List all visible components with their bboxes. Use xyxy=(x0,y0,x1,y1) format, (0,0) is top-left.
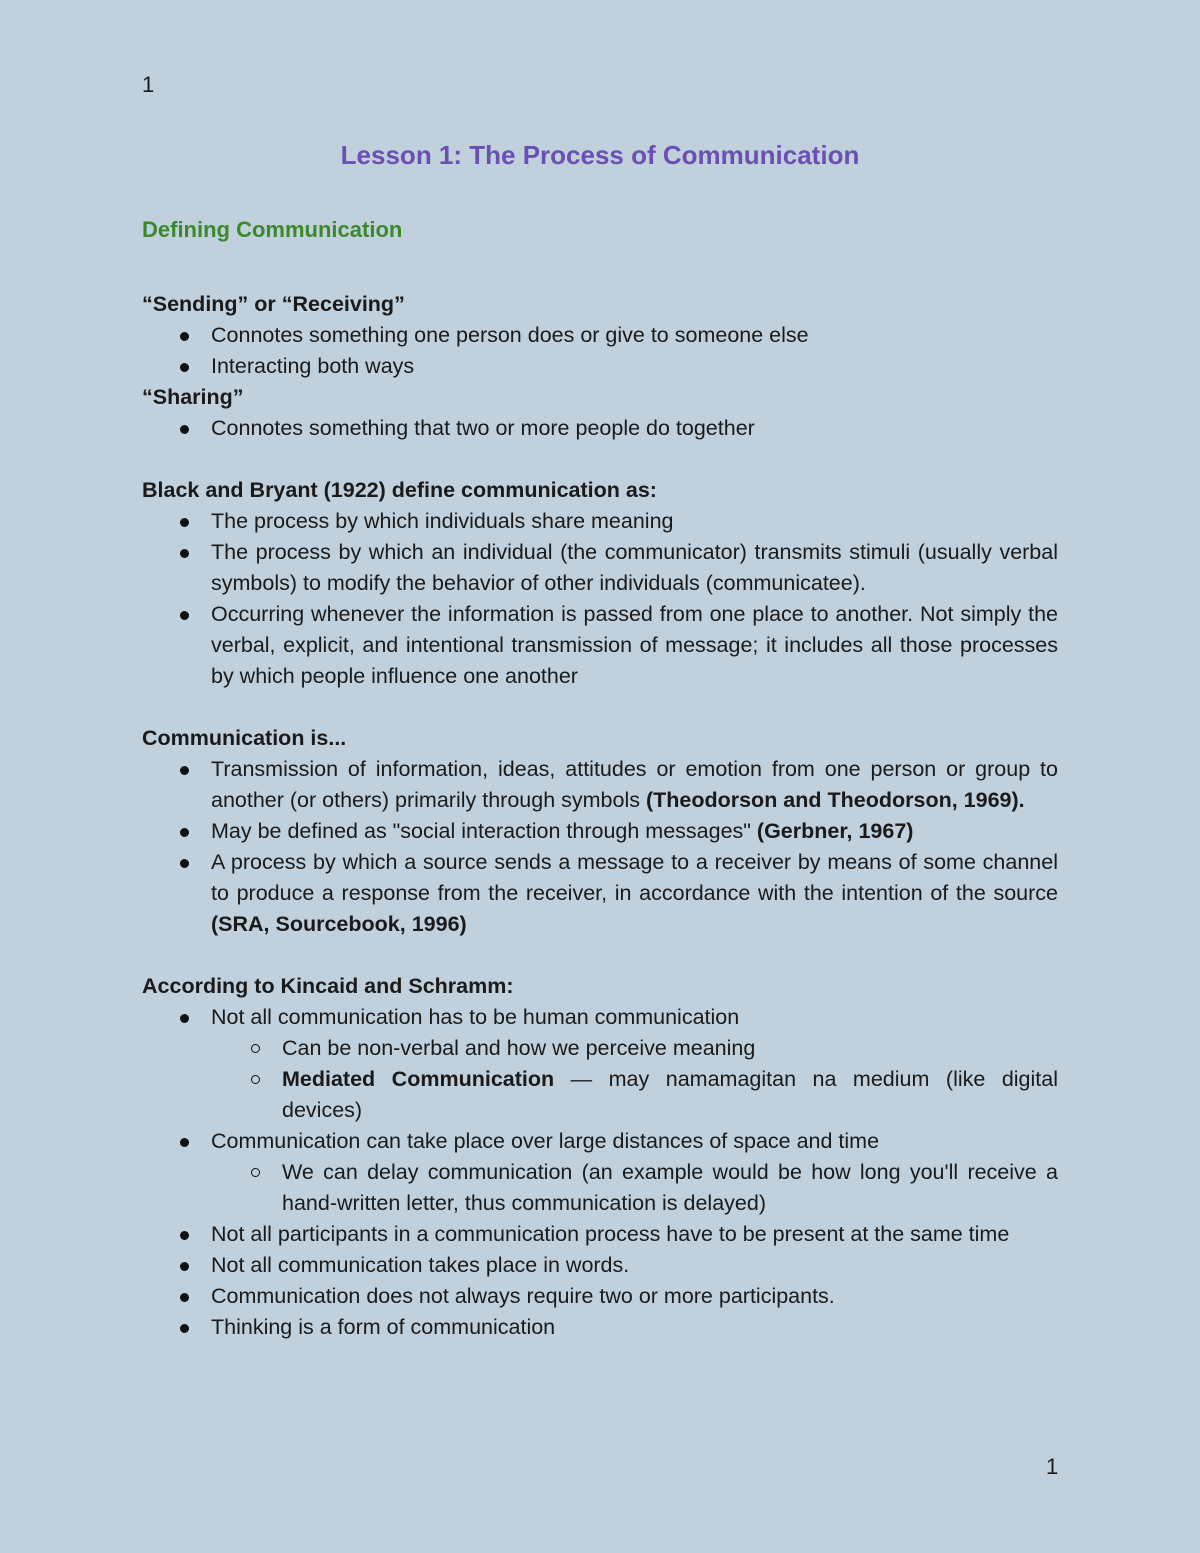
sharing-list xyxy=(142,413,1058,444)
list-item: The process by which an individual (the communicator) transmits stimuli (usually verbal symbols) to modify the behavior of other individuals (communicatee). xyxy=(142,537,1058,599)
citation: (SRA, Sourcebook, 1996) xyxy=(211,912,467,936)
sending-list xyxy=(142,320,1058,382)
list-item: Communication can take place over large distances of space and time xyxy=(142,1126,1058,1157)
kincaid-heading: According to Kincaid and Schramm: xyxy=(142,974,514,998)
item-text: Transmission of information, ideas, attitudes or emotion from one person or group to another (or others) primarily through symbols xyxy=(211,757,1058,812)
page-title: Lesson 1: The Process of Communication xyxy=(340,140,860,170)
list-item: Not all communication has to be human communication xyxy=(142,1002,1058,1033)
sub-list-item xyxy=(142,1064,1058,1126)
document-body xyxy=(142,289,1058,1343)
list-item: Communication does not always require two or more participants. xyxy=(142,1281,1058,1312)
item-text: A process by which a source sends a message to a receiver by means of some channel to produce a response from the receiver, in accordance with the intention of the source xyxy=(211,850,1058,905)
black-bryant-list xyxy=(142,506,1058,692)
list-item: Occurring whenever the information is passed from one place to another. Not simply the verbal, explicit, and intentional transmission of message; it includes all those processes by which people influence one another xyxy=(142,599,1058,692)
header-page-number: 1 xyxy=(142,72,155,97)
list-item xyxy=(142,816,1058,847)
communication-is-list xyxy=(142,754,1058,940)
sub-list-item: Can be non-verbal and how we perceive meaning xyxy=(142,1033,1058,1064)
footer-page-number: 1 xyxy=(1046,1454,1059,1479)
term: Mediated Communication xyxy=(282,1067,555,1091)
list-item: Connotes something that two or more people do together xyxy=(142,413,1058,444)
list-item: Not all communication takes place in words. xyxy=(142,1250,1058,1281)
section-heading: Defining Communication xyxy=(142,217,403,242)
item-text: May be defined as "social interaction through messages" xyxy=(211,819,757,843)
item-text: — may namamagitan na medium (like digital devices) xyxy=(282,1067,1058,1122)
citation: (Theodorson and Theodorson, 1969). xyxy=(645,788,1025,812)
list-item: Not all participants in a communication process have to be present at the same time xyxy=(142,1219,1058,1250)
sharing-heading: “Sharing” xyxy=(142,385,244,409)
sending-heading: “Sending” or “Receiving” xyxy=(142,292,405,316)
citation: (Gerbner, 1967) xyxy=(756,819,914,843)
sub-list-item: We can delay communication (an example would be how long you'll receive a hand-written letter, thus communication is delayed) xyxy=(142,1157,1058,1219)
list-item xyxy=(142,754,1058,816)
communication-is-heading: Communication is... xyxy=(142,726,347,750)
list-item: Thinking is a form of communication xyxy=(142,1312,1058,1343)
kincaid-list xyxy=(142,1002,1058,1343)
list-item: The process by which individuals share meaning xyxy=(142,506,1058,537)
list-item: Interacting both ways xyxy=(142,351,1058,382)
list-item xyxy=(142,847,1058,940)
list-item: Connotes something one person does or give to someone else xyxy=(142,320,1058,351)
black-bryant-heading: Black and Bryant (1922) define communication as: xyxy=(142,478,657,502)
